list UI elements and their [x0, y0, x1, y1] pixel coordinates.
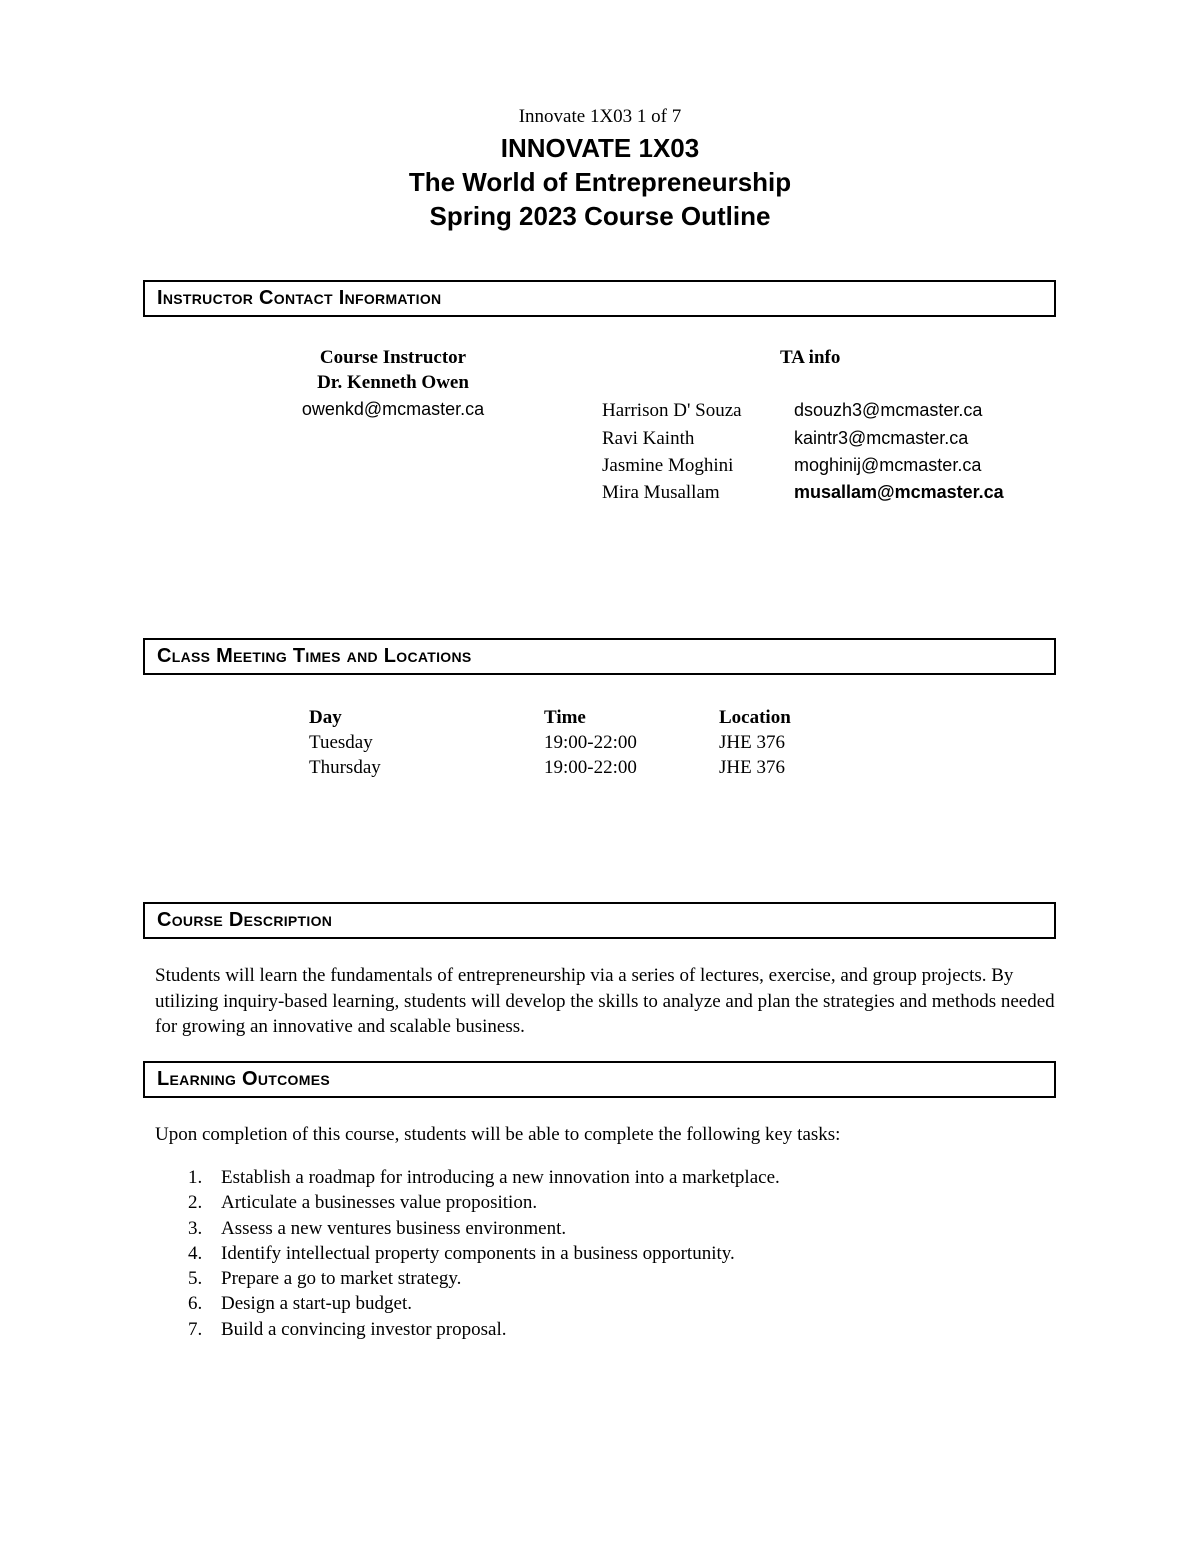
list-text: Design a start-up budget. — [221, 1293, 413, 1315]
outcomes-section-title: Learning Outcomes — [157, 1068, 330, 1090]
instructor-label: Course Instructor — [319, 347, 467, 368]
meetings-section-title: Class Meeting Times and Locations — [157, 645, 472, 667]
list-item — [188, 1317, 780, 1342]
list-number: 5. — [188, 1268, 203, 1290]
list-text: Establish a roadmap for introducing a new innovation into a marketplace. — [221, 1167, 780, 1188]
list-item — [188, 1266, 780, 1291]
list-number: 2. — [188, 1192, 203, 1214]
ta-name: Jasmine Moghini — [602, 455, 734, 476]
ta-name: Harrison D' Souza — [602, 400, 742, 421]
outcomes-intro: Upon completion of this course, students will be able to complete the following key tasks: — [155, 1124, 841, 1145]
meeting-location: JHE 376 — [719, 757, 785, 778]
course-outline-title: Spring 2023 Course Outline — [429, 201, 771, 231]
list-item — [188, 1216, 780, 1241]
list-text: Build a convincing investor proposal. — [221, 1318, 507, 1340]
list-number: 4. — [188, 1242, 203, 1264]
ta-email[interactable]: kaintr3@mcmaster.ca — [794, 428, 969, 448]
ta-email[interactable]: dsouzh3@mcmaster.ca — [794, 400, 983, 420]
meeting-time: 19:00-22:00 — [544, 732, 637, 753]
list-item — [188, 1165, 780, 1190]
col-header-location: Location — [719, 707, 791, 728]
list-text: Assess a new ventures business environment. — [221, 1217, 567, 1239]
outcomes-list — [188, 1165, 780, 1342]
course-code-title: INNOVATE 1X03 — [500, 133, 700, 163]
course-name-title: The World of Entrepreneurship — [408, 167, 792, 197]
col-header-day: Day — [309, 707, 342, 728]
meeting-day: Tuesday — [309, 732, 373, 753]
list-text: Articulate a businesses value proposition. — [221, 1192, 538, 1214]
list-text: Identify intellectual property components in a business opportunity. — [221, 1242, 735, 1264]
list-item — [188, 1241, 780, 1266]
description-section-header — [143, 902, 1056, 939]
course-description: Students will learn the fundamentals of entrepreneurship via a series of lectures, exercise, and group projects. By utilizing inquiry-based learning, students will develop the skills to analyze and plan the strategies and methods needed for growing an innovative and scalable business. — [155, 965, 1055, 1037]
ta-label: TA info — [780, 347, 841, 368]
meeting-location: JHE 376 — [719, 732, 785, 753]
page-header: Innovate 1X03 1 of 7 — [518, 106, 682, 127]
list-number: 3. — [188, 1217, 203, 1239]
description-section-title: Course Description — [157, 909, 333, 931]
list-number: 7. — [188, 1318, 203, 1340]
list-item — [188, 1291, 780, 1316]
list-number: 1. — [188, 1167, 203, 1188]
ta-email[interactable]: musallam@mcmaster.ca — [794, 482, 1004, 502]
instructor-name: Dr. Kenneth Owen — [317, 372, 469, 393]
instructor-section-title: Instructor Contact Information — [157, 287, 442, 309]
instructor-section-header — [143, 280, 1056, 317]
ta-email[interactable]: moghinij@mcmaster.ca — [794, 455, 982, 475]
ta-name: Ravi Kainth — [602, 428, 695, 449]
list-number: 6. — [188, 1293, 203, 1315]
meeting-day: Thursday — [309, 757, 381, 778]
meetings-section-header — [143, 638, 1056, 675]
col-header-time: Time — [544, 707, 586, 728]
meeting-time: 19:00-22:00 — [544, 757, 637, 778]
instructor-email[interactable]: owenkd@mcmaster.ca — [301, 399, 485, 419]
outcomes-section-header — [143, 1061, 1056, 1098]
list-text: Prepare a go to market strategy. — [221, 1268, 462, 1290]
ta-name: Mira Musallam — [602, 482, 720, 503]
list-item — [188, 1190, 780, 1215]
